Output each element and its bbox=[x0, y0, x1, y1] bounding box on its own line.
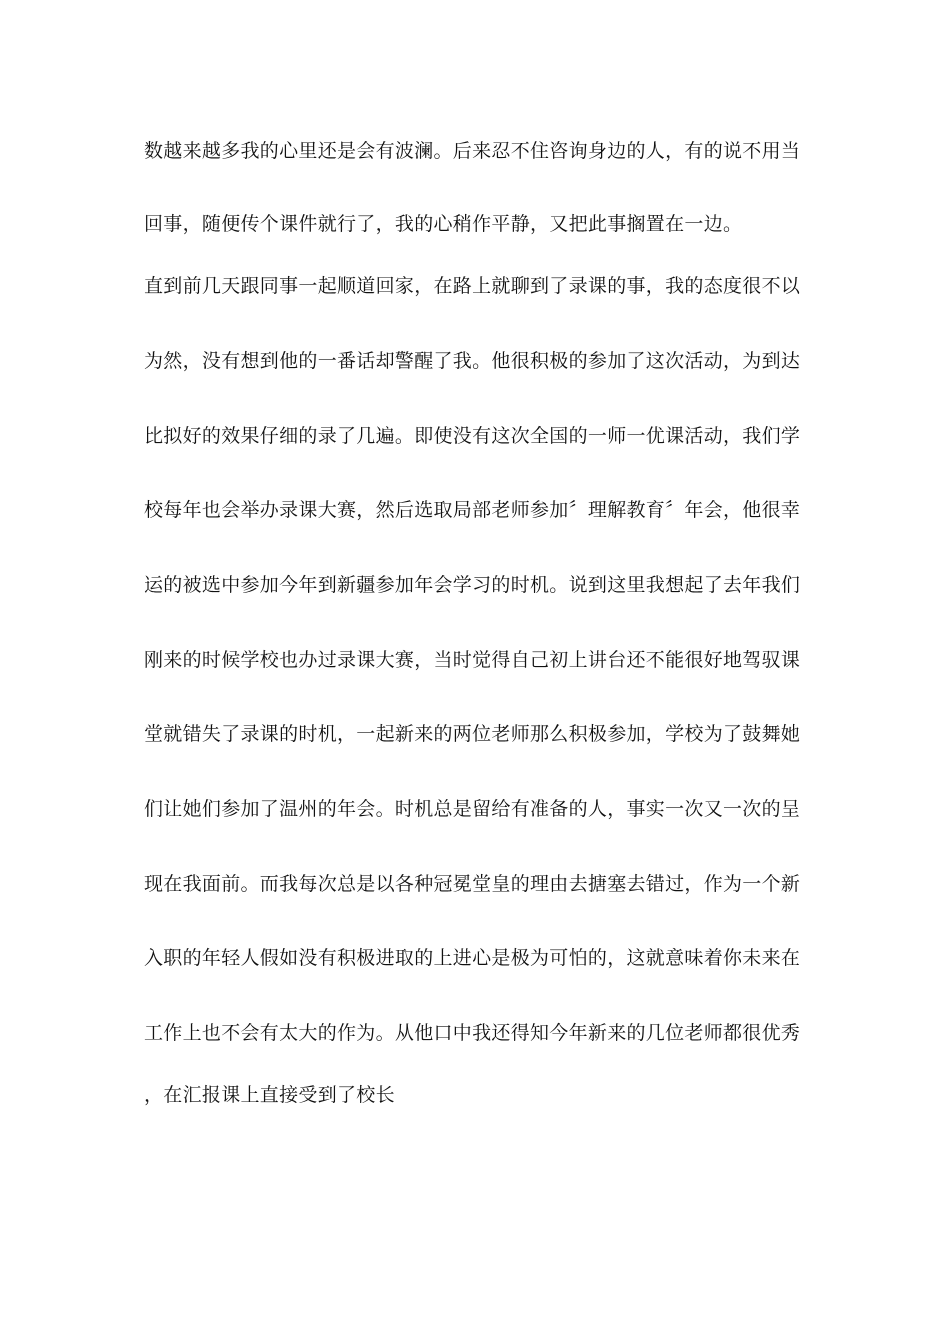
text-line: 比拟好的效果仔细的录了几遍。即使没有这次全国的一师一优课活动，我们学 bbox=[144, 425, 801, 447]
text-line: 为然，没有想到他的一番话却警醒了我。他很积极的参加了这次活动，为到达 bbox=[144, 350, 801, 372]
text-line: 工作上也不会有太大的作为。从他口中我还得知今年新来的几位老师都很优秀 bbox=[144, 1022, 801, 1044]
text-line: 数越来越多我的心里还是会有波澜。后来忍不住咨询身边的人，有的说不用当 bbox=[144, 140, 801, 162]
text-line: 运的被选中参加今年到新疆参加年会学习的时机。说到这里我想起了去年我们 bbox=[144, 574, 801, 596]
text-line: 堂就错失了录课的时机，一起新来的两位老师那么积极参加，学校为了鼓舞她 bbox=[144, 723, 801, 745]
text-line: 刚来的时候学校也办过录课大赛，当时觉得自己初上讲台还不能很好地驾驭课 bbox=[144, 649, 801, 671]
text-line: ，在汇报课上直接受到了校长 bbox=[144, 1084, 395, 1106]
text-line: 回事，随便传个课件就行了，我的心稍作平静，又把此事搁置在一边。 bbox=[144, 213, 743, 235]
text-line: 们让她们参加了温州的年会。时机总是留给有准备的人，事实一次又一次的呈 bbox=[144, 798, 801, 820]
text-line: 现在我面前。而我每次总是以各种冠冕堂皇的理由去搪塞去错过，作为一个新 bbox=[144, 873, 801, 895]
text-line: 入职的年轻人假如没有积极进取的上进心是极为可怕的，这就意味着你未来在 bbox=[144, 947, 801, 969]
text-line: 直到前几天跟同事一起顺道回家，在路上就聊到了录课的事，我的态度很不以 bbox=[144, 275, 801, 297]
text-line: 校每年也会举办录课大赛，然后选取局部老师参加〞理解教育〞年会，他很幸 bbox=[144, 499, 801, 521]
